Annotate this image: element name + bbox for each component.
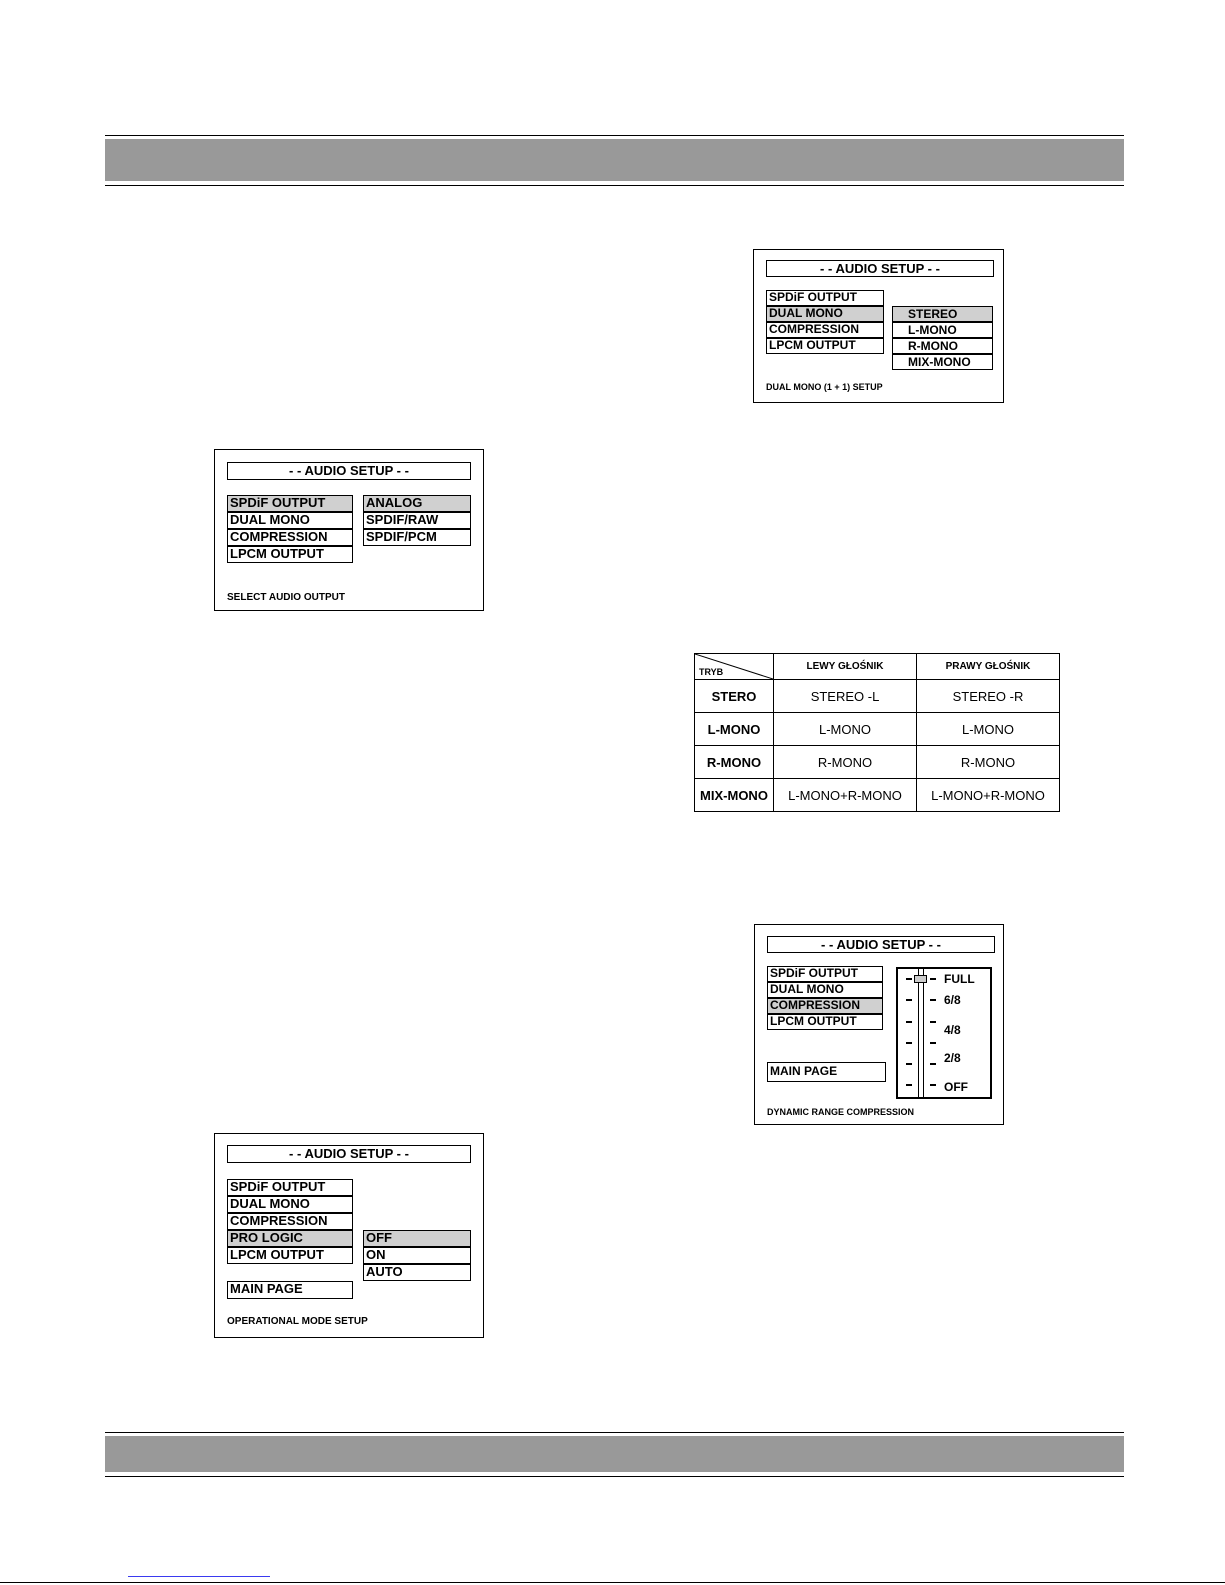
row-mode: R-MONO xyxy=(695,746,774,779)
row-left: L-MONO+R-MONO xyxy=(774,779,917,812)
menu-item-spdif-output[interactable]: SPDiF OUTPUT xyxy=(767,966,883,982)
main-page-button[interactable]: MAIN PAGE xyxy=(767,1062,886,1082)
panel-title: - - AUDIO SETUP - - xyxy=(766,260,994,277)
pro-logic-panel xyxy=(214,1133,484,1338)
footer-top-rule xyxy=(105,1432,1124,1433)
menu-item-spdif-output[interactable]: SPDiF OUTPUT xyxy=(766,290,884,306)
tick-mark xyxy=(906,1021,912,1023)
option-spdif-pcm[interactable]: SPDIF/PCM xyxy=(363,529,471,546)
option-spdif-raw[interactable]: SPDIF/RAW xyxy=(363,512,471,529)
tick-mark xyxy=(906,1042,912,1044)
menu-item-lpcm-output[interactable]: LPCM OUTPUT xyxy=(766,338,884,354)
menu-item-lpcm-output[interactable]: LPCM OUTPUT xyxy=(227,546,353,563)
audio-output-panel xyxy=(214,449,484,611)
menu-item-compression[interactable]: COMPRESSION xyxy=(767,998,883,1014)
menu-item-compression[interactable]: COMPRESSION xyxy=(227,529,353,546)
tick-mark xyxy=(906,1063,912,1065)
tick-mark xyxy=(906,978,912,980)
menu-item-compression[interactable]: COMPRESSION xyxy=(766,322,884,338)
menu-item-dual-mono[interactable]: DUAL MONO xyxy=(767,982,883,998)
corner-label: TRYB xyxy=(699,667,724,677)
compression-slider[interactable] xyxy=(896,967,992,1099)
table-row xyxy=(695,680,1060,713)
column-header-right: PRAWY GŁOŚNIK xyxy=(917,654,1060,680)
row-right: L-MONO+R-MONO xyxy=(917,779,1060,812)
dual-mono-panel xyxy=(753,249,1004,403)
header-bottom-rule xyxy=(105,185,1124,186)
option-l-mono[interactable]: L-MONO xyxy=(892,322,993,338)
slider-track xyxy=(918,967,924,1099)
row-mode: L-MONO xyxy=(695,713,774,746)
table-row xyxy=(695,779,1060,812)
option-stereo[interactable]: STEREO xyxy=(892,306,993,322)
panel-caption: SELECT AUDIO OUTPUT xyxy=(227,592,345,603)
menu-item-pro-logic[interactable]: PRO LOGIC xyxy=(227,1230,353,1247)
option-auto[interactable]: AUTO xyxy=(363,1264,471,1281)
row-left: STEREO -L xyxy=(774,680,917,713)
tick-mark xyxy=(906,1084,912,1086)
tick-mark xyxy=(930,978,936,980)
panel-caption: DUAL MONO (1 + 1) SETUP xyxy=(766,382,883,392)
menu-item-lpcm-output[interactable]: LPCM OUTPUT xyxy=(767,1014,883,1030)
row-left: R-MONO xyxy=(774,746,917,779)
table-row xyxy=(695,746,1060,779)
level-2-8: 2/8 xyxy=(944,1051,961,1065)
panel-caption: OPERATIONAL MODE SETUP xyxy=(227,1316,368,1327)
column-header-left: LEWY GŁOŚNIK xyxy=(774,654,917,680)
tick-mark xyxy=(930,1084,936,1086)
menu-item-dual-mono[interactable]: DUAL MONO xyxy=(227,512,353,529)
tick-mark xyxy=(930,1042,936,1044)
table-row xyxy=(695,713,1060,746)
level-full: FULL xyxy=(944,972,975,986)
menu-item-dual-mono[interactable]: DUAL MONO xyxy=(766,306,884,322)
footer-band xyxy=(105,1436,1124,1472)
row-left: L-MONO xyxy=(774,713,917,746)
main-page-button[interactable]: MAIN PAGE xyxy=(227,1281,353,1299)
tick-mark xyxy=(930,1021,936,1023)
tick-mark xyxy=(906,999,912,1001)
row-right: STEREO -R xyxy=(917,680,1060,713)
option-r-mono[interactable]: R-MONO xyxy=(892,338,993,354)
tick-mark xyxy=(930,999,936,1001)
menu-item-dual-mono[interactable]: DUAL MONO xyxy=(227,1196,353,1213)
panel-title: - - AUDIO SETUP - - xyxy=(227,462,471,480)
header-top-rule xyxy=(105,135,1124,136)
menu-item-spdif-output[interactable]: SPDiF OUTPUT xyxy=(227,495,353,512)
menu-item-spdif-output[interactable]: SPDiF OUTPUT xyxy=(227,1179,353,1196)
row-mode: STERO xyxy=(695,680,774,713)
row-mode: MIX-MONO xyxy=(695,779,774,812)
page-bottom-rule xyxy=(0,1582,1225,1583)
level-4-8: 4/8 xyxy=(944,1023,961,1037)
panel-caption: DYNAMIC RANGE COMPRESSION xyxy=(767,1107,915,1117)
panel-title: - - AUDIO SETUP - - xyxy=(767,936,995,953)
option-on[interactable]: ON xyxy=(363,1247,471,1264)
footer-bottom-rule xyxy=(105,1476,1124,1477)
option-off[interactable]: OFF xyxy=(363,1230,471,1247)
panel-title: - - AUDIO SETUP - - xyxy=(227,1145,471,1163)
option-analog[interactable]: ANALOG xyxy=(363,495,471,512)
option-mix-mono[interactable]: MIX-MONO xyxy=(892,354,993,370)
tick-mark xyxy=(930,1063,936,1065)
row-right: L-MONO xyxy=(917,713,1060,746)
footer-link-underline xyxy=(128,1576,270,1577)
menu-item-lpcm-output[interactable]: LPCM OUTPUT xyxy=(227,1247,353,1264)
slider-thumb[interactable] xyxy=(914,975,927,983)
header-band xyxy=(105,139,1124,181)
table-corner xyxy=(695,654,774,680)
compression-panel xyxy=(754,924,1004,1125)
row-right: R-MONO xyxy=(917,746,1060,779)
dual-mono-mode-table xyxy=(694,653,1060,812)
menu-item-compression[interactable]: COMPRESSION xyxy=(227,1213,353,1230)
level-off: OFF xyxy=(944,1080,968,1094)
level-6-8: 6/8 xyxy=(944,993,961,1007)
